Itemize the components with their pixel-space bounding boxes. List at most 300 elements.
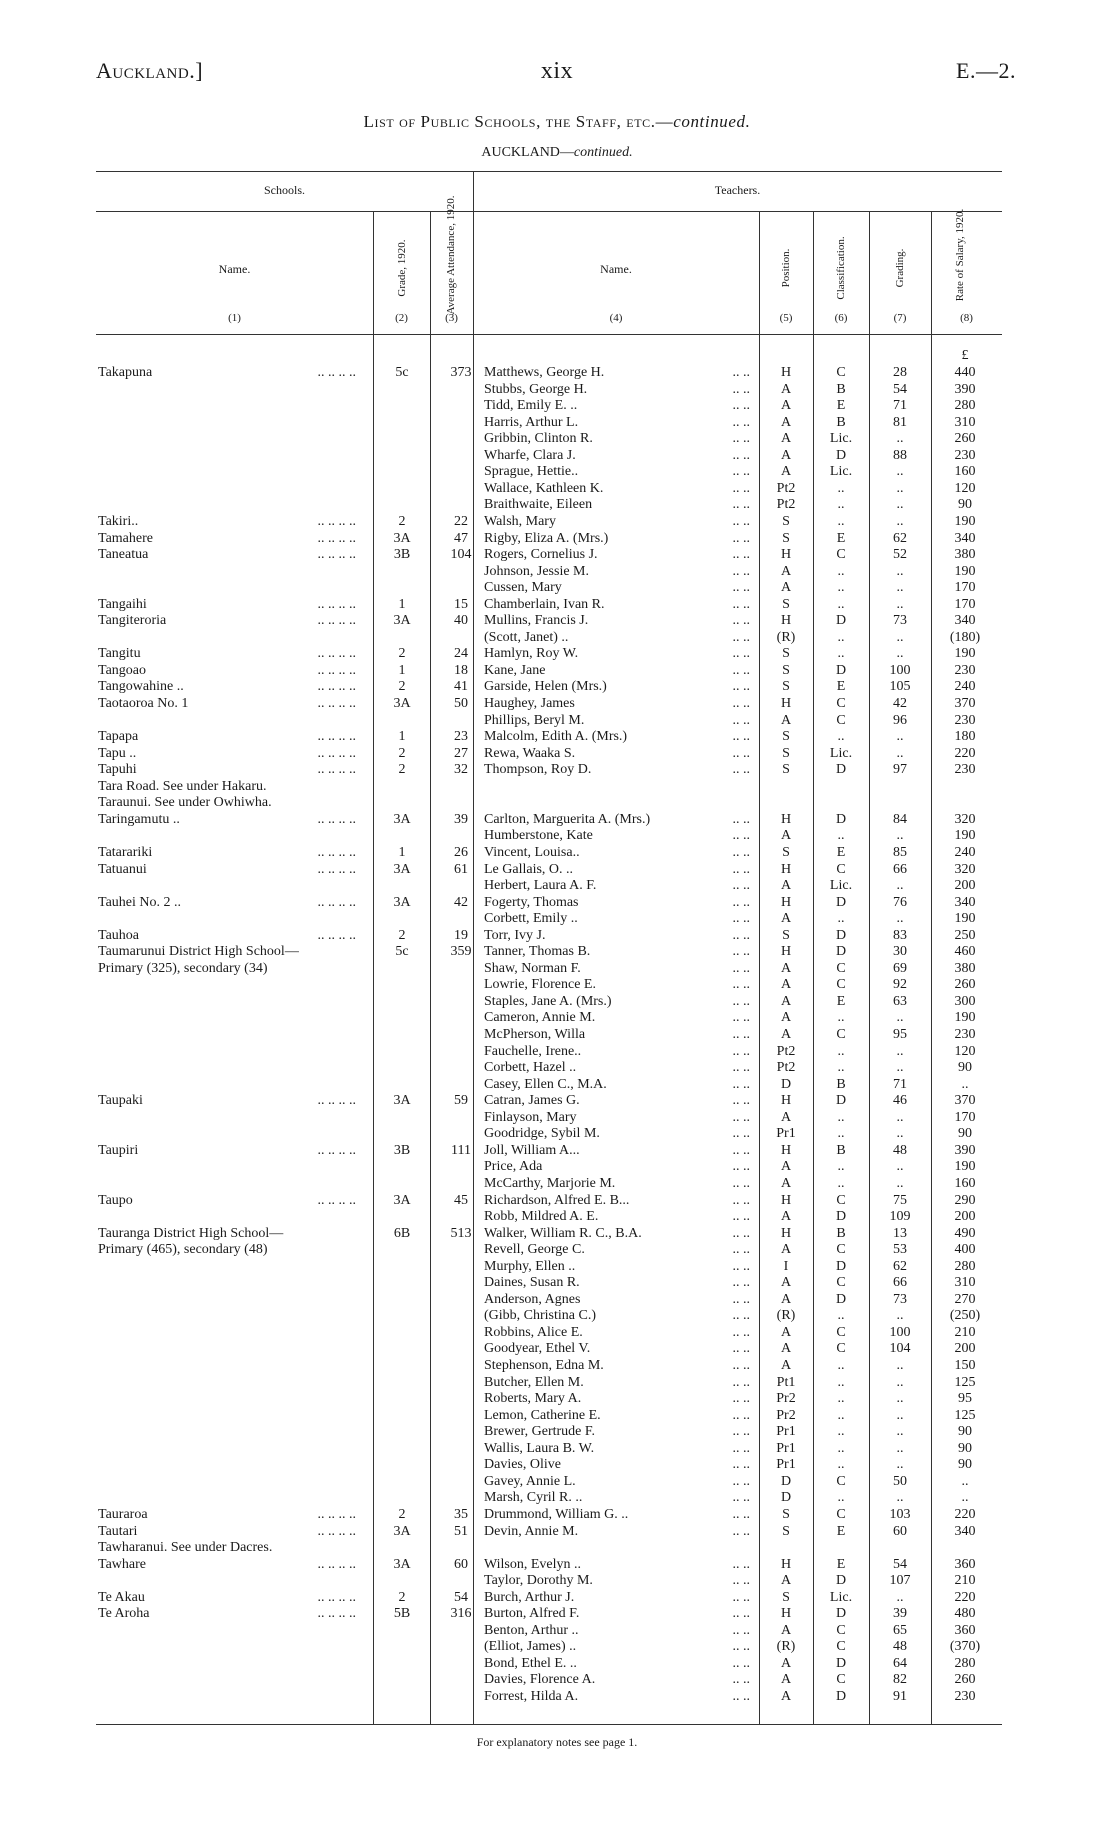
table-row	[0, 1671, 1114, 1688]
grading-cell: 66	[893, 1275, 907, 1290]
grading-cell: 62	[893, 531, 907, 546]
leader-dots: .. .. .. ..	[317, 679, 356, 694]
classification-cell: E	[836, 398, 846, 413]
teacher-name: Hamlyn, Roy W.	[484, 646, 579, 661]
salary-cell: 125	[954, 1375, 976, 1390]
salary-cell: 160	[954, 464, 976, 479]
leader-dots: .. .. .. ..	[317, 1193, 356, 1208]
grading-cell: 63	[893, 994, 907, 1009]
classification-cell: C	[836, 1193, 846, 1208]
leader-dots: .. .. .. ..	[317, 746, 356, 761]
salary-cell: 210	[954, 1325, 976, 1340]
position-cell: H	[780, 547, 792, 562]
grading-cell: 83	[893, 928, 907, 943]
table-row	[0, 976, 1114, 993]
classification-cell: ..	[837, 729, 845, 744]
classification-cell: C	[836, 365, 846, 380]
position-cell: A	[780, 1689, 792, 1704]
leader-dots: .. ..	[732, 1524, 750, 1539]
teacher-name: Cameron, Annie M.	[484, 1010, 596, 1025]
teacher-name: Vincent, Louisa..	[484, 845, 580, 860]
leader-dots: .. ..	[732, 1259, 750, 1274]
table-row	[0, 381, 1114, 398]
position-cell: A	[780, 448, 792, 463]
position-cell: Pr1	[776, 1424, 796, 1439]
grading-cell: ..	[896, 564, 904, 579]
leader-dots: .. ..	[732, 1358, 750, 1373]
grade-cell: 3A	[393, 613, 411, 628]
page-header-right: E.—2.	[956, 58, 1016, 83]
table-row	[0, 546, 1114, 563]
classification-cell: B	[836, 1226, 846, 1241]
position-cell: H	[780, 613, 792, 628]
position-cell: Pt2	[776, 1044, 796, 1059]
school-name: Te Akau	[98, 1590, 145, 1605]
attendance-cell: 15	[454, 597, 468, 612]
grading-cell: ..	[896, 431, 904, 446]
classification-cell: ..	[837, 630, 845, 645]
position-cell: Pr1	[776, 1441, 796, 1456]
position-cell: Pr1	[776, 1126, 796, 1141]
classification-cell: B	[836, 415, 846, 430]
teacher-name: Rigby, Eliza A. (Mrs.)	[484, 531, 609, 546]
leader-dots: .. ..	[732, 1060, 750, 1075]
leader-dots: .. ..	[732, 944, 750, 959]
leader-dots: .. ..	[732, 613, 750, 628]
school-name: Primary (465), secondary (48)	[98, 1242, 268, 1257]
classification-cell: ..	[837, 1126, 845, 1141]
grade-cell: 3A	[393, 862, 411, 877]
grading-cell: ..	[896, 878, 904, 893]
leader-dots: .. ..	[732, 878, 750, 893]
teacher-name: Braithwaite, Eileen	[484, 497, 593, 512]
leader-dots: .. ..	[732, 1689, 750, 1704]
table-row	[0, 1142, 1114, 1159]
grade-cell: 5c	[395, 944, 409, 959]
attendance-cell: 50	[454, 696, 468, 711]
grading-cell: ..	[896, 1159, 904, 1174]
grading-cell: ..	[896, 1375, 904, 1390]
teacher-name: Fogerty, Thomas	[484, 895, 579, 910]
grading-cell: ..	[896, 1590, 904, 1605]
classification-cell: ..	[837, 1176, 845, 1191]
leader-dots: .. ..	[732, 547, 750, 562]
grading-cell: 100	[889, 663, 911, 678]
table-row	[0, 1059, 1114, 1076]
teacher-name: Staples, Jane A. (Mrs.)	[484, 994, 612, 1009]
position-cell: S	[782, 746, 790, 761]
grading-cell: ..	[896, 1176, 904, 1191]
teacher-name: Kane, Jane	[484, 663, 546, 678]
position-cell: S	[782, 1590, 790, 1605]
attendance-cell: 32	[454, 762, 468, 777]
table-row	[0, 1489, 1114, 1506]
classification-cell: C	[836, 696, 846, 711]
position-cell: A	[780, 977, 792, 992]
table-row	[0, 463, 1114, 480]
salary-cell: 240	[954, 679, 976, 694]
table-row	[0, 712, 1114, 729]
grading-cell: 91	[893, 1689, 907, 1704]
salary-cell: 170	[954, 580, 976, 595]
attendance-cell: 26	[454, 845, 468, 860]
salary-cell: 220	[954, 1507, 976, 1522]
grade-cell: 2	[398, 746, 406, 761]
leader-dots: .. ..	[732, 1507, 750, 1522]
classification-cell: B	[836, 1143, 846, 1158]
salary-cell: ..	[961, 1077, 969, 1092]
position-cell: A	[780, 1010, 792, 1025]
attendance-cell: 42	[454, 895, 468, 910]
classification-cell: D	[835, 1573, 847, 1588]
position-cell: H	[780, 1143, 792, 1158]
leader-dots: .. .. .. ..	[317, 895, 356, 910]
teacher-name: Gavey, Annie L.	[484, 1474, 576, 1489]
salary-cell: (180)	[949, 630, 981, 645]
leader-dots: .. ..	[732, 1474, 750, 1489]
leader-dots: .. ..	[732, 464, 750, 479]
table-row	[0, 695, 1114, 712]
classification-cell: D	[835, 1689, 847, 1704]
classification-cell: C	[836, 961, 846, 976]
teacher-name: McCarthy, Marjorie M.	[484, 1176, 616, 1191]
teacher-name: Mullins, Francis J.	[484, 613, 589, 628]
grading-cell: 105	[889, 679, 911, 694]
col-header-salary: Rate of Salary, 1920.	[954, 208, 966, 302]
salary-cell: 340	[954, 613, 976, 628]
salary-cell: 120	[954, 481, 976, 496]
table-row	[0, 1688, 1114, 1705]
grade-cell: 3A	[393, 1093, 411, 1108]
position-cell: S	[782, 928, 790, 943]
teacher-name: Brewer, Gertrude F.	[484, 1424, 596, 1439]
teacher-name: Rogers, Cornelius J.	[484, 547, 598, 562]
position-cell: H	[780, 365, 792, 380]
position-cell: Pr1	[776, 1457, 796, 1472]
table-row	[0, 1241, 1114, 1258]
leader-dots: .. ..	[732, 1010, 750, 1025]
grading-cell: 88	[893, 448, 907, 463]
salary-cell: 190	[954, 911, 976, 926]
leader-dots: .. ..	[732, 597, 750, 612]
position-cell: Pt2	[776, 481, 796, 496]
grade-cell: 1	[398, 845, 406, 860]
grading-cell: 13	[893, 1226, 907, 1241]
position-cell: A	[780, 1209, 792, 1224]
table-row	[0, 1556, 1114, 1573]
classification-cell: ..	[837, 828, 845, 843]
table-row	[0, 447, 1114, 464]
position-cell: S	[782, 597, 790, 612]
grading-cell: 107	[889, 1573, 911, 1588]
classification-cell: Lic.	[829, 746, 853, 761]
leader-dots: .. ..	[732, 1143, 750, 1158]
grading-cell: 52	[893, 547, 907, 562]
leader-dots: .. ..	[732, 1159, 750, 1174]
grading-cell: 92	[893, 977, 907, 992]
salary-cell: 320	[954, 812, 976, 827]
attendance-cell: 41	[454, 679, 468, 694]
salary-cell: 360	[954, 1557, 976, 1572]
leader-dots: .. .. .. ..	[317, 696, 356, 711]
school-name: Tauhei No. 2 ..	[98, 895, 182, 910]
teacher-name: Finlayson, Mary	[484, 1110, 577, 1125]
salary-cell: 340	[954, 1524, 976, 1539]
salary-cell: 180	[954, 729, 976, 744]
position-cell: H	[780, 1093, 792, 1108]
teacher-name: Revell, George C.	[484, 1242, 585, 1257]
leader-dots: .. .. .. ..	[317, 365, 356, 380]
classification-cell: D	[835, 1093, 847, 1108]
grade-cell: 3A	[393, 812, 411, 827]
leader-dots: .. ..	[732, 531, 750, 546]
table-row	[0, 1589, 1114, 1606]
salary-cell: 200	[954, 878, 976, 893]
salary-cell: (370)	[949, 1639, 981, 1654]
teacher-name: Joll, William A...	[484, 1143, 580, 1158]
classification-cell: ..	[837, 514, 845, 529]
teacher-name: Cussen, Mary	[484, 580, 562, 595]
school-name: Tara Road. See under Hakaru.	[98, 779, 267, 794]
table-row	[0, 927, 1114, 944]
salary-cell: ..	[961, 1490, 969, 1505]
leader-dots: .. ..	[732, 1176, 750, 1191]
teacher-name: Thompson, Roy D.	[484, 762, 592, 777]
teacher-name: Marsh, Cyril R. ..	[484, 1490, 583, 1505]
classification-cell: ..	[837, 646, 845, 661]
leader-dots: .. ..	[732, 1027, 750, 1042]
teacher-name: Burton, Alfred F.	[484, 1606, 580, 1621]
attendance-cell: 111	[451, 1143, 471, 1158]
leader-dots: .. ..	[732, 1193, 750, 1208]
salary-cell: 190	[954, 514, 976, 529]
classification-cell: ..	[837, 1441, 845, 1456]
teacher-name: Anderson, Agnes	[484, 1292, 581, 1307]
attendance-cell: 59	[454, 1093, 468, 1108]
teacher-name: Goodridge, Sybil M.	[484, 1126, 600, 1141]
grading-cell: ..	[896, 1490, 904, 1505]
teacher-name: Davies, Florence A.	[484, 1672, 596, 1687]
grading-cell: 71	[893, 398, 907, 413]
teacher-name: Shaw, Norman F.	[484, 961, 581, 976]
grade-cell: 3B	[393, 1143, 411, 1158]
leader-dots: .. .. .. ..	[317, 663, 356, 678]
grading-cell: 82	[893, 1672, 907, 1687]
salary-cell: 170	[954, 597, 976, 612]
currency-symbol: £	[961, 348, 969, 363]
salary-cell: 230	[954, 1689, 976, 1704]
teacher-name: (Gibb, Christina C.)	[484, 1308, 596, 1323]
leader-dots: .. ..	[732, 1391, 750, 1406]
leader-dots: .. ..	[732, 1623, 750, 1638]
teacher-name: Stephenson, Edna M.	[484, 1358, 604, 1373]
salary-cell: 230	[954, 1027, 976, 1042]
position-cell: S	[782, 1524, 790, 1539]
table-row	[0, 596, 1114, 613]
classification-cell: C	[836, 1623, 846, 1638]
leader-dots: .. ..	[732, 630, 750, 645]
position-cell: A	[780, 994, 792, 1009]
teacher-name: Forrest, Hilda A.	[484, 1689, 579, 1704]
school-name: Tautari	[98, 1524, 138, 1539]
salary-cell: 190	[954, 564, 976, 579]
teacher-name: Harris, Arthur L.	[484, 415, 579, 430]
classification-cell: E	[836, 994, 846, 1009]
school-name: Tangaihi	[98, 597, 147, 612]
leader-dots: .. .. .. ..	[317, 1557, 356, 1572]
position-cell: A	[780, 1573, 792, 1588]
grading-cell: 46	[893, 1093, 907, 1108]
grading-cell: 50	[893, 1474, 907, 1489]
teacher-name: Tidd, Emily E. ..	[484, 398, 578, 413]
table-row	[0, 629, 1114, 646]
teacher-name: Murphy, Ellen ..	[484, 1259, 576, 1274]
col-number: (7)	[893, 312, 907, 324]
salary-cell: 490	[954, 1226, 976, 1241]
salary-cell: 125	[954, 1408, 976, 1423]
leader-dots: .. .. .. ..	[317, 1590, 356, 1605]
grading-cell: ..	[896, 1110, 904, 1125]
leader-dots: .. ..	[732, 497, 750, 512]
school-name: Tangowahine ..	[98, 679, 184, 694]
grade-cell: 2	[398, 646, 406, 661]
leader-dots: .. ..	[732, 365, 750, 380]
classification-cell: ..	[837, 1457, 845, 1472]
school-name: Taupaki	[98, 1093, 143, 1108]
grading-cell: ..	[896, 1044, 904, 1059]
position-cell: A	[780, 828, 792, 843]
grade-cell: 1	[398, 597, 406, 612]
school-name: Tapu ..	[98, 746, 137, 761]
teacher-name: Lowrie, Florence E.	[484, 977, 596, 992]
teacher-name: Richardson, Alfred E. B...	[484, 1193, 630, 1208]
grading-cell: ..	[896, 1010, 904, 1025]
leader-dots: .. .. .. ..	[317, 547, 356, 562]
salary-cell: 190	[954, 646, 976, 661]
position-cell: A	[780, 580, 792, 595]
grade-cell: 2	[398, 762, 406, 777]
classification-cell: E	[836, 1524, 846, 1539]
attendance-cell: 54	[454, 1590, 468, 1605]
leader-dots: .. ..	[732, 1242, 750, 1257]
salary-cell: 390	[954, 1143, 976, 1158]
table-row	[0, 397, 1114, 414]
grade-cell: 3A	[393, 1524, 411, 1539]
attendance-cell: 47	[454, 531, 468, 546]
table-row	[0, 1043, 1114, 1060]
grade-cell: 2	[398, 514, 406, 529]
table-row	[0, 910, 1114, 927]
leader-dots: .. ..	[732, 994, 750, 1009]
leader-dots: .. ..	[732, 580, 750, 595]
leader-dots: .. ..	[732, 1656, 750, 1671]
teacher-name: Walker, William R. C., B.A.	[484, 1226, 642, 1241]
classification-cell: D	[835, 448, 847, 463]
teacher-name: Robb, Mildred A. E.	[484, 1209, 599, 1224]
leader-dots: .. ..	[732, 845, 750, 860]
table-row	[0, 1523, 1114, 1540]
salary-cell: 95	[958, 1391, 972, 1406]
classification-cell: D	[835, 928, 847, 943]
classification-cell: ..	[837, 1358, 845, 1373]
leader-dots: .. ..	[732, 1490, 750, 1505]
attendance-cell: 104	[450, 547, 472, 562]
teacher-name: Matthews, George H.	[484, 365, 605, 380]
grading-cell: ..	[896, 464, 904, 479]
leader-dots: .. .. .. ..	[317, 845, 356, 860]
grading-cell: 84	[893, 812, 907, 827]
teacher-name: Garside, Helen (Mrs.)	[484, 679, 607, 694]
salary-cell: 370	[954, 1093, 976, 1108]
grading-cell: 64	[893, 1656, 907, 1671]
leader-dots: .. ..	[732, 431, 750, 446]
school-name: Tauraroa	[98, 1507, 148, 1522]
salary-cell: 190	[954, 1010, 976, 1025]
leader-dots: .. ..	[732, 398, 750, 413]
teacher-name: Casey, Ellen C., M.A.	[484, 1077, 607, 1092]
page-title: List of Public Schools, the Staff, etc.—continued.	[363, 112, 751, 131]
classification-cell: C	[836, 1027, 846, 1042]
salary-cell: ..	[961, 1474, 969, 1489]
position-cell: A	[780, 382, 792, 397]
classification-cell: D	[835, 1606, 847, 1621]
leader-dots: .. ..	[732, 1573, 750, 1588]
teacher-name: Robbins, Alice E.	[484, 1325, 583, 1340]
salary-cell: 230	[954, 762, 976, 777]
position-cell: A	[780, 464, 792, 479]
teacher-name: Bond, Ethel E. ..	[484, 1656, 577, 1671]
grading-cell: 60	[893, 1524, 907, 1539]
classification-cell: D	[835, 1209, 847, 1224]
salary-cell: 280	[954, 1259, 976, 1274]
classification-cell: ..	[837, 1159, 845, 1174]
salary-cell: 170	[954, 1110, 976, 1125]
grade-cell: 6B	[393, 1226, 411, 1241]
teacher-name: Wallace, Kathleen K.	[484, 481, 604, 496]
teacher-name: Roberts, Mary A.	[484, 1391, 582, 1406]
salary-cell: 230	[954, 663, 976, 678]
table-row	[0, 1473, 1114, 1490]
grading-cell: ..	[896, 1308, 904, 1323]
classification-cell: Lic.	[829, 1590, 853, 1605]
table-row	[0, 1076, 1114, 1093]
position-cell: A	[780, 961, 792, 976]
table-row	[0, 579, 1114, 596]
classification-cell: D	[835, 895, 847, 910]
classification-cell: ..	[837, 911, 845, 926]
position-cell: H	[780, 1193, 792, 1208]
position-cell: S	[782, 1507, 790, 1522]
table-row	[0, 861, 1114, 878]
school-name: Taraunui. See under Owhiwha.	[98, 795, 272, 810]
salary-cell: 460	[954, 944, 976, 959]
grade-cell: 5c	[395, 365, 409, 380]
table-row	[0, 943, 1114, 960]
footer-note: For explanatory notes see page 1.	[476, 1735, 638, 1749]
salary-cell: 190	[954, 1159, 976, 1174]
leader-dots: .. ..	[732, 1077, 750, 1092]
classification-cell: D	[835, 1292, 847, 1307]
school-name: Tawhare	[98, 1557, 146, 1572]
salary-cell: 190	[954, 828, 976, 843]
grade-cell: 3A	[393, 1193, 411, 1208]
teacher-name: Haughey, James	[484, 696, 575, 711]
teacher-name: Wharfe, Clara J.	[484, 448, 576, 463]
classification-cell: C	[836, 1474, 846, 1489]
table-row	[0, 1274, 1114, 1291]
leader-dots: .. ..	[732, 1275, 750, 1290]
school-name: Tatarariki	[98, 845, 153, 860]
